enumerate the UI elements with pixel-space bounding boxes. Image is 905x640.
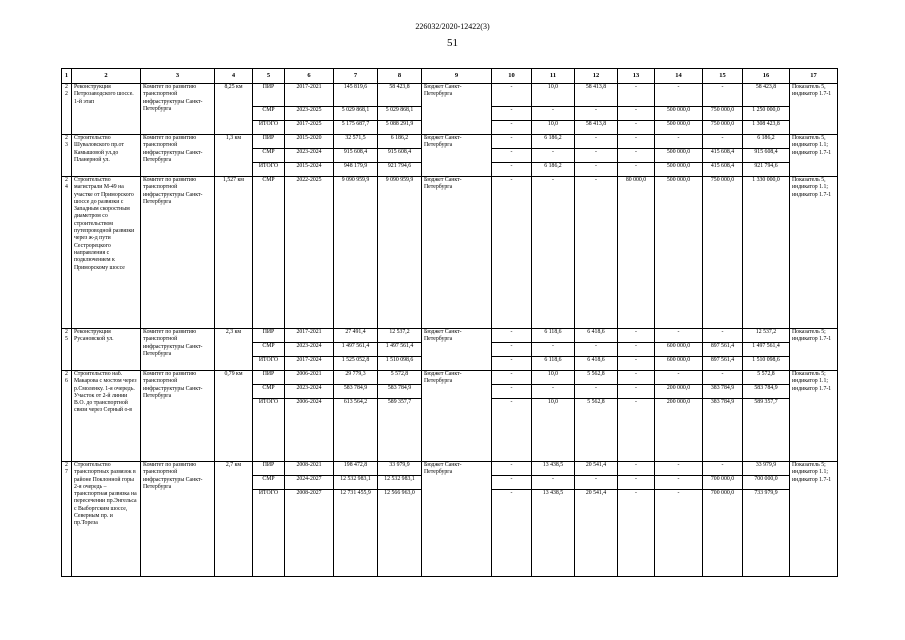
work-type: СМР	[253, 385, 285, 399]
value-col15: 700 000,0	[703, 476, 743, 490]
value-col14: -	[655, 135, 703, 149]
value-col15: 700 000,0	[703, 490, 743, 577]
project-customer: Комитет по развитию транспортной инфраструктуры Санкт-Петербурга	[141, 177, 215, 329]
table-row	[62, 84, 838, 107]
value-col15: -	[703, 84, 743, 107]
column-header: 17	[790, 69, 838, 84]
value-col11: 6 118,6	[532, 329, 575, 343]
project-length: 8,25 км	[215, 84, 253, 135]
remaining-cost: 5 572,8	[378, 371, 422, 385]
project-customer: Комитет по развитию транспортной инфраструктуры Санкт-Петербурга	[141, 371, 215, 462]
value-col14: -	[655, 371, 703, 385]
remaining-cost: 589 357,7	[378, 399, 422, 462]
value-col12: -	[575, 149, 618, 163]
remaining-cost: 12 566 963,0	[378, 490, 422, 577]
table-row	[62, 371, 838, 385]
period: 2008-2021	[285, 462, 334, 476]
project-name: Строительство транспортных развязок в районе Поклонной горы 2-я очередь – транспортная развязка на пересечении пр.Энгельса с Выборгским шоссе, Северным пр. и пр.Тореза	[72, 462, 141, 577]
value-col10: -	[492, 399, 532, 462]
value-col13: -	[618, 135, 655, 149]
value-col15: -	[703, 371, 743, 385]
period: 2017-2021	[285, 329, 334, 343]
project-number: 22	[62, 84, 72, 135]
value-col11: 6 186,2	[532, 135, 575, 149]
total-cost: 145 819,6	[334, 84, 378, 107]
remaining-cost: 6 186,2	[378, 135, 422, 149]
period: 2017-2024	[285, 357, 334, 371]
value-col12: -	[575, 177, 618, 329]
value-col13: -	[618, 371, 655, 385]
table-row	[62, 329, 838, 343]
value-col15: 415 608,4	[703, 149, 743, 163]
value-col12: 6 418,6	[575, 357, 618, 371]
work-type: СМР	[253, 476, 285, 490]
project-length: 2,7 км	[215, 462, 253, 577]
value-col10: -	[492, 163, 532, 177]
column-header: 6	[285, 69, 334, 84]
project-indicator: Показатель 5; индикатор 1.1; индикатор 1.7-1	[790, 462, 838, 577]
value-col10: -	[492, 476, 532, 490]
work-type: СМР	[253, 149, 285, 163]
value-col13: -	[618, 462, 655, 476]
project-length: 0,79 км	[215, 371, 253, 462]
total-cost: 198 472,8	[334, 462, 378, 476]
value-col15: 750 000,0	[703, 107, 743, 121]
project-name: Реконструкция Петрозаводского шоссе. 1-й этап	[72, 84, 141, 135]
value-col15: -	[703, 329, 743, 343]
value-col15: 383 784,9	[703, 399, 743, 462]
remaining-cost: 921 794,6	[378, 163, 422, 177]
period: 2015-2020	[285, 135, 334, 149]
project-number: 26	[62, 371, 72, 462]
funding-source: Бюджет Санкт-Петербурга	[422, 135, 492, 177]
value-col12: -	[575, 107, 618, 121]
period: 2006-2024	[285, 399, 334, 462]
value-col11: -	[532, 385, 575, 399]
remaining-cost: 5 088 291,9	[378, 121, 422, 135]
value-col12: -	[575, 163, 618, 177]
column-header: 12	[575, 69, 618, 84]
value-col13: -	[618, 329, 655, 343]
table-row	[62, 177, 838, 329]
project-number: 23	[62, 135, 72, 177]
value-col15: 750 000,0	[703, 177, 743, 329]
value-col16: 589 357,7	[743, 399, 790, 462]
project-indicator: Показатель 5, индикатор 1.7-1	[790, 84, 838, 135]
value-col12: 58 413,8	[575, 121, 618, 135]
total-cost: 27 491,4	[334, 329, 378, 343]
period: 2023-2024	[285, 343, 334, 357]
column-header: 9	[422, 69, 492, 84]
remaining-cost: 9 090 959,9	[378, 177, 422, 329]
funding-source: Бюджет Санкт-Петербурга	[422, 329, 492, 371]
project-number: 27	[62, 462, 72, 577]
value-col12: 5 562,8	[575, 399, 618, 462]
value-col11: 13 438,5	[532, 490, 575, 577]
value-col10: -	[492, 371, 532, 385]
work-type: ПИР	[253, 462, 285, 476]
value-col10: -	[492, 84, 532, 107]
remaining-cost: 12 537,2	[378, 329, 422, 343]
value-col16: 6 186,2	[743, 135, 790, 149]
period: 2017-2021	[285, 84, 334, 107]
total-cost: 1 525 052,8	[334, 357, 378, 371]
column-header: 8	[378, 69, 422, 84]
value-col12: -	[575, 476, 618, 490]
remaining-cost: 1 497 561,4	[378, 343, 422, 357]
value-col13: 80 000,0	[618, 177, 655, 329]
column-header: 16	[743, 69, 790, 84]
value-col14: 600 000,0	[655, 343, 703, 357]
project-customer: Комитет по развитию транспортной инфраструктуры Санкт-Петербурга	[141, 84, 215, 135]
value-col16: 921 794,6	[743, 163, 790, 177]
value-col10: -	[492, 121, 532, 135]
project-number: 24	[62, 177, 72, 329]
project-indicator: Показатель 5; индикатор 1.1; индикатор 1.7-1	[790, 371, 838, 462]
value-col16: 700 000,0	[743, 476, 790, 490]
value-col13: -	[618, 149, 655, 163]
value-col14: 600 000,0	[655, 357, 703, 371]
value-col10: -	[492, 135, 532, 149]
value-col12: 20 541,4	[575, 462, 618, 476]
period: 2023-2025	[285, 107, 334, 121]
remaining-cost: 583 784,9	[378, 385, 422, 399]
page-number: 51	[447, 37, 458, 49]
period: 2024-2027	[285, 476, 334, 490]
value-col10: -	[492, 343, 532, 357]
value-col15: 383 784,9	[703, 385, 743, 399]
total-cost: 32 571,5	[334, 135, 378, 149]
total-cost: 613 564,2	[334, 399, 378, 462]
value-col16: 12 537,2	[743, 329, 790, 343]
funding-source: Бюджет Санкт-Петербурга	[422, 177, 492, 329]
value-col14: 500 000,0	[655, 163, 703, 177]
column-header: 5	[253, 69, 285, 84]
project-name: Строительство магистрали М-49 на участке от Приморского шоссе до развязки с Западным скоростным диаметром со строительством путепроводной развязки через ж-д пути Сестрорецкого направления с подключением к Приморскому шоссе	[72, 177, 141, 329]
funding-source: Бюджет Санкт-Петербурга	[422, 462, 492, 577]
period: 2023-2024	[285, 149, 334, 163]
total-cost: 12 532 983,1	[334, 476, 378, 490]
remaining-cost: 33 979,9	[378, 462, 422, 476]
work-type: ИТОГО	[253, 121, 285, 135]
value-col13: -	[618, 476, 655, 490]
value-col16: 33 979,9	[743, 462, 790, 476]
value-col12: 58 413,8	[575, 84, 618, 107]
project-length: 2,3 км	[215, 329, 253, 371]
document-header	[0, 22, 905, 50]
column-header: 3	[141, 69, 215, 84]
value-col14: -	[655, 84, 703, 107]
column-header: 15	[703, 69, 743, 84]
project-indicator: Показатель 5, индикатор 1.1; индикатор 1.7-1	[790, 177, 838, 329]
total-cost: 5 175 687,7	[334, 121, 378, 135]
value-col12: -	[575, 385, 618, 399]
value-col10: -	[492, 385, 532, 399]
column-header: 4	[215, 69, 253, 84]
document-number: 226032/2020-12422(3)	[415, 22, 490, 31]
value-col11: -	[532, 149, 575, 163]
value-col13: -	[618, 399, 655, 462]
value-col11: 10,0	[532, 121, 575, 135]
table-row	[62, 135, 838, 149]
value-col16: 1 250 000,0	[743, 107, 790, 121]
value-col13: -	[618, 107, 655, 121]
project-indicator: Показатель 5, индикатор 1.1; индикатор 1.7-1	[790, 135, 838, 177]
project-customer: Комитет по развитию транспортной инфраструктуры Санкт-Петербурга	[141, 135, 215, 177]
value-col13: -	[618, 490, 655, 577]
value-col14: 500 000,0	[655, 149, 703, 163]
remaining-cost: 915 608,4	[378, 149, 422, 163]
project-indicator: Показатель 5; индикатор 1.7-1	[790, 329, 838, 371]
table-row	[62, 462, 838, 476]
value-col10: -	[492, 177, 532, 329]
value-col10: -	[492, 329, 532, 343]
project-length: 1,3 км	[215, 135, 253, 177]
value-col11: 10,0	[532, 399, 575, 462]
work-type: ИТОГО	[253, 490, 285, 577]
value-col15: -	[703, 135, 743, 149]
value-col14: 200 000,0	[655, 385, 703, 399]
value-col11: 10,0	[532, 84, 575, 107]
total-cost: 5 029 868,1	[334, 107, 378, 121]
value-col10: -	[492, 357, 532, 371]
value-col12: 6 418,6	[575, 329, 618, 343]
period: 2015-2024	[285, 163, 334, 177]
work-type: ИТОГО	[253, 399, 285, 462]
project-customer: Комитет по развитию транспортной инфраструктуры Санкт-Петербурга	[141, 329, 215, 371]
remaining-cost: 1 510 098,6	[378, 357, 422, 371]
work-type: ПИР	[253, 329, 285, 343]
value-col13: -	[618, 163, 655, 177]
period: 2017-2025	[285, 121, 334, 135]
value-col13: -	[618, 121, 655, 135]
value-col11: -	[532, 107, 575, 121]
value-col12: -	[575, 343, 618, 357]
value-col14: -	[655, 490, 703, 577]
value-col12: 5 562,8	[575, 371, 618, 385]
value-col11: 6 118,6	[532, 357, 575, 371]
value-col14: -	[655, 476, 703, 490]
total-cost: 1 497 561,4	[334, 343, 378, 357]
table-body	[62, 84, 838, 577]
work-type: СМР	[253, 177, 285, 329]
value-col13: -	[618, 385, 655, 399]
value-col11: 13 438,5	[532, 462, 575, 476]
column-header: 11	[532, 69, 575, 84]
column-header: 13	[618, 69, 655, 84]
value-col13: -	[618, 84, 655, 107]
total-cost: 915 608,4	[334, 149, 378, 163]
budget-table	[61, 68, 838, 577]
work-type: ПИР	[253, 135, 285, 149]
value-col15: -	[703, 462, 743, 476]
funding-source: Бюджет Санкт-Петербурга	[422, 371, 492, 462]
period: 2023-2024	[285, 385, 334, 399]
value-col14: -	[655, 329, 703, 343]
value-col12: 20 541,4	[575, 490, 618, 577]
total-cost: 29 779,3	[334, 371, 378, 385]
value-col15: 897 561,4	[703, 343, 743, 357]
remaining-cost: 5 029 868,1	[378, 107, 422, 121]
period: 2008-2027	[285, 490, 334, 577]
value-col16: 1 497 561,4	[743, 343, 790, 357]
value-col10: -	[492, 490, 532, 577]
value-col16: 583 784,9	[743, 385, 790, 399]
value-col15: 897 561,4	[703, 357, 743, 371]
value-col16: 915 608,4	[743, 149, 790, 163]
work-type: ИТОГО	[253, 163, 285, 177]
project-name: Строительство наб. Макарова с мостом через р.Смоленку. 1-я очередь. Участок от 2-й линии В.О. до транспортной связи через Серный о-в	[72, 371, 141, 462]
value-col11: -	[532, 177, 575, 329]
value-col10: -	[492, 149, 532, 163]
budget-table-container	[61, 68, 833, 577]
value-col14: 500 000,0	[655, 121, 703, 135]
project-name: Строительство Шуваловского пр.от Камышовой ул.до Планерной ул.	[72, 135, 141, 177]
value-col14: 500 000,0	[655, 177, 703, 329]
value-col16: 733 979,9	[743, 490, 790, 577]
value-col14: 200 000,0	[655, 399, 703, 462]
period: 2022-2025	[285, 177, 334, 329]
value-col12: -	[575, 135, 618, 149]
value-col15: 750 000,0	[703, 121, 743, 135]
total-cost: 9 090 959,9	[334, 177, 378, 329]
remaining-cost: 12 532 983,1	[378, 476, 422, 490]
project-number: 25	[62, 329, 72, 371]
value-col15: 415 608,4	[703, 163, 743, 177]
column-header: 14	[655, 69, 703, 84]
work-type: СМР	[253, 343, 285, 357]
column-header: 2	[72, 69, 141, 84]
column-header: 10	[492, 69, 532, 84]
value-col11: -	[532, 476, 575, 490]
value-col11: 10,0	[532, 371, 575, 385]
value-col13: -	[618, 357, 655, 371]
total-cost: 583 784,9	[334, 385, 378, 399]
funding-source: Бюджет Санкт-Петербурга	[422, 84, 492, 135]
value-col10: -	[492, 107, 532, 121]
value-col11: -	[532, 343, 575, 357]
remaining-cost: 58 423,8	[378, 84, 422, 107]
column-header: 7	[334, 69, 378, 84]
work-type: СМР	[253, 107, 285, 121]
project-name: Реконструкция Русановской ул.	[72, 329, 141, 371]
value-col16: 1 330 000,0	[743, 177, 790, 329]
value-col16: 1 510 098,6	[743, 357, 790, 371]
table-header-row	[62, 69, 838, 84]
value-col14: -	[655, 462, 703, 476]
value-col16: 5 572,8	[743, 371, 790, 385]
project-length: 1,527 км	[215, 177, 253, 329]
value-col10: -	[492, 462, 532, 476]
value-col11: 6 186,2	[532, 163, 575, 177]
column-header: 1	[62, 69, 72, 84]
project-customer: Комитет по развитию транспортной инфраструктуры Санкт-Петербурга	[141, 462, 215, 577]
work-type: ПИР	[253, 84, 285, 107]
work-type: ПИР	[253, 371, 285, 385]
value-col13: -	[618, 343, 655, 357]
value-col16: 1 308 423,8	[743, 121, 790, 135]
work-type: ИТОГО	[253, 357, 285, 371]
total-cost: 948 179,9	[334, 163, 378, 177]
value-col16: 58 423,8	[743, 84, 790, 107]
value-col14: 500 000,0	[655, 107, 703, 121]
period: 2006-2021	[285, 371, 334, 385]
total-cost: 12 731 455,9	[334, 490, 378, 577]
